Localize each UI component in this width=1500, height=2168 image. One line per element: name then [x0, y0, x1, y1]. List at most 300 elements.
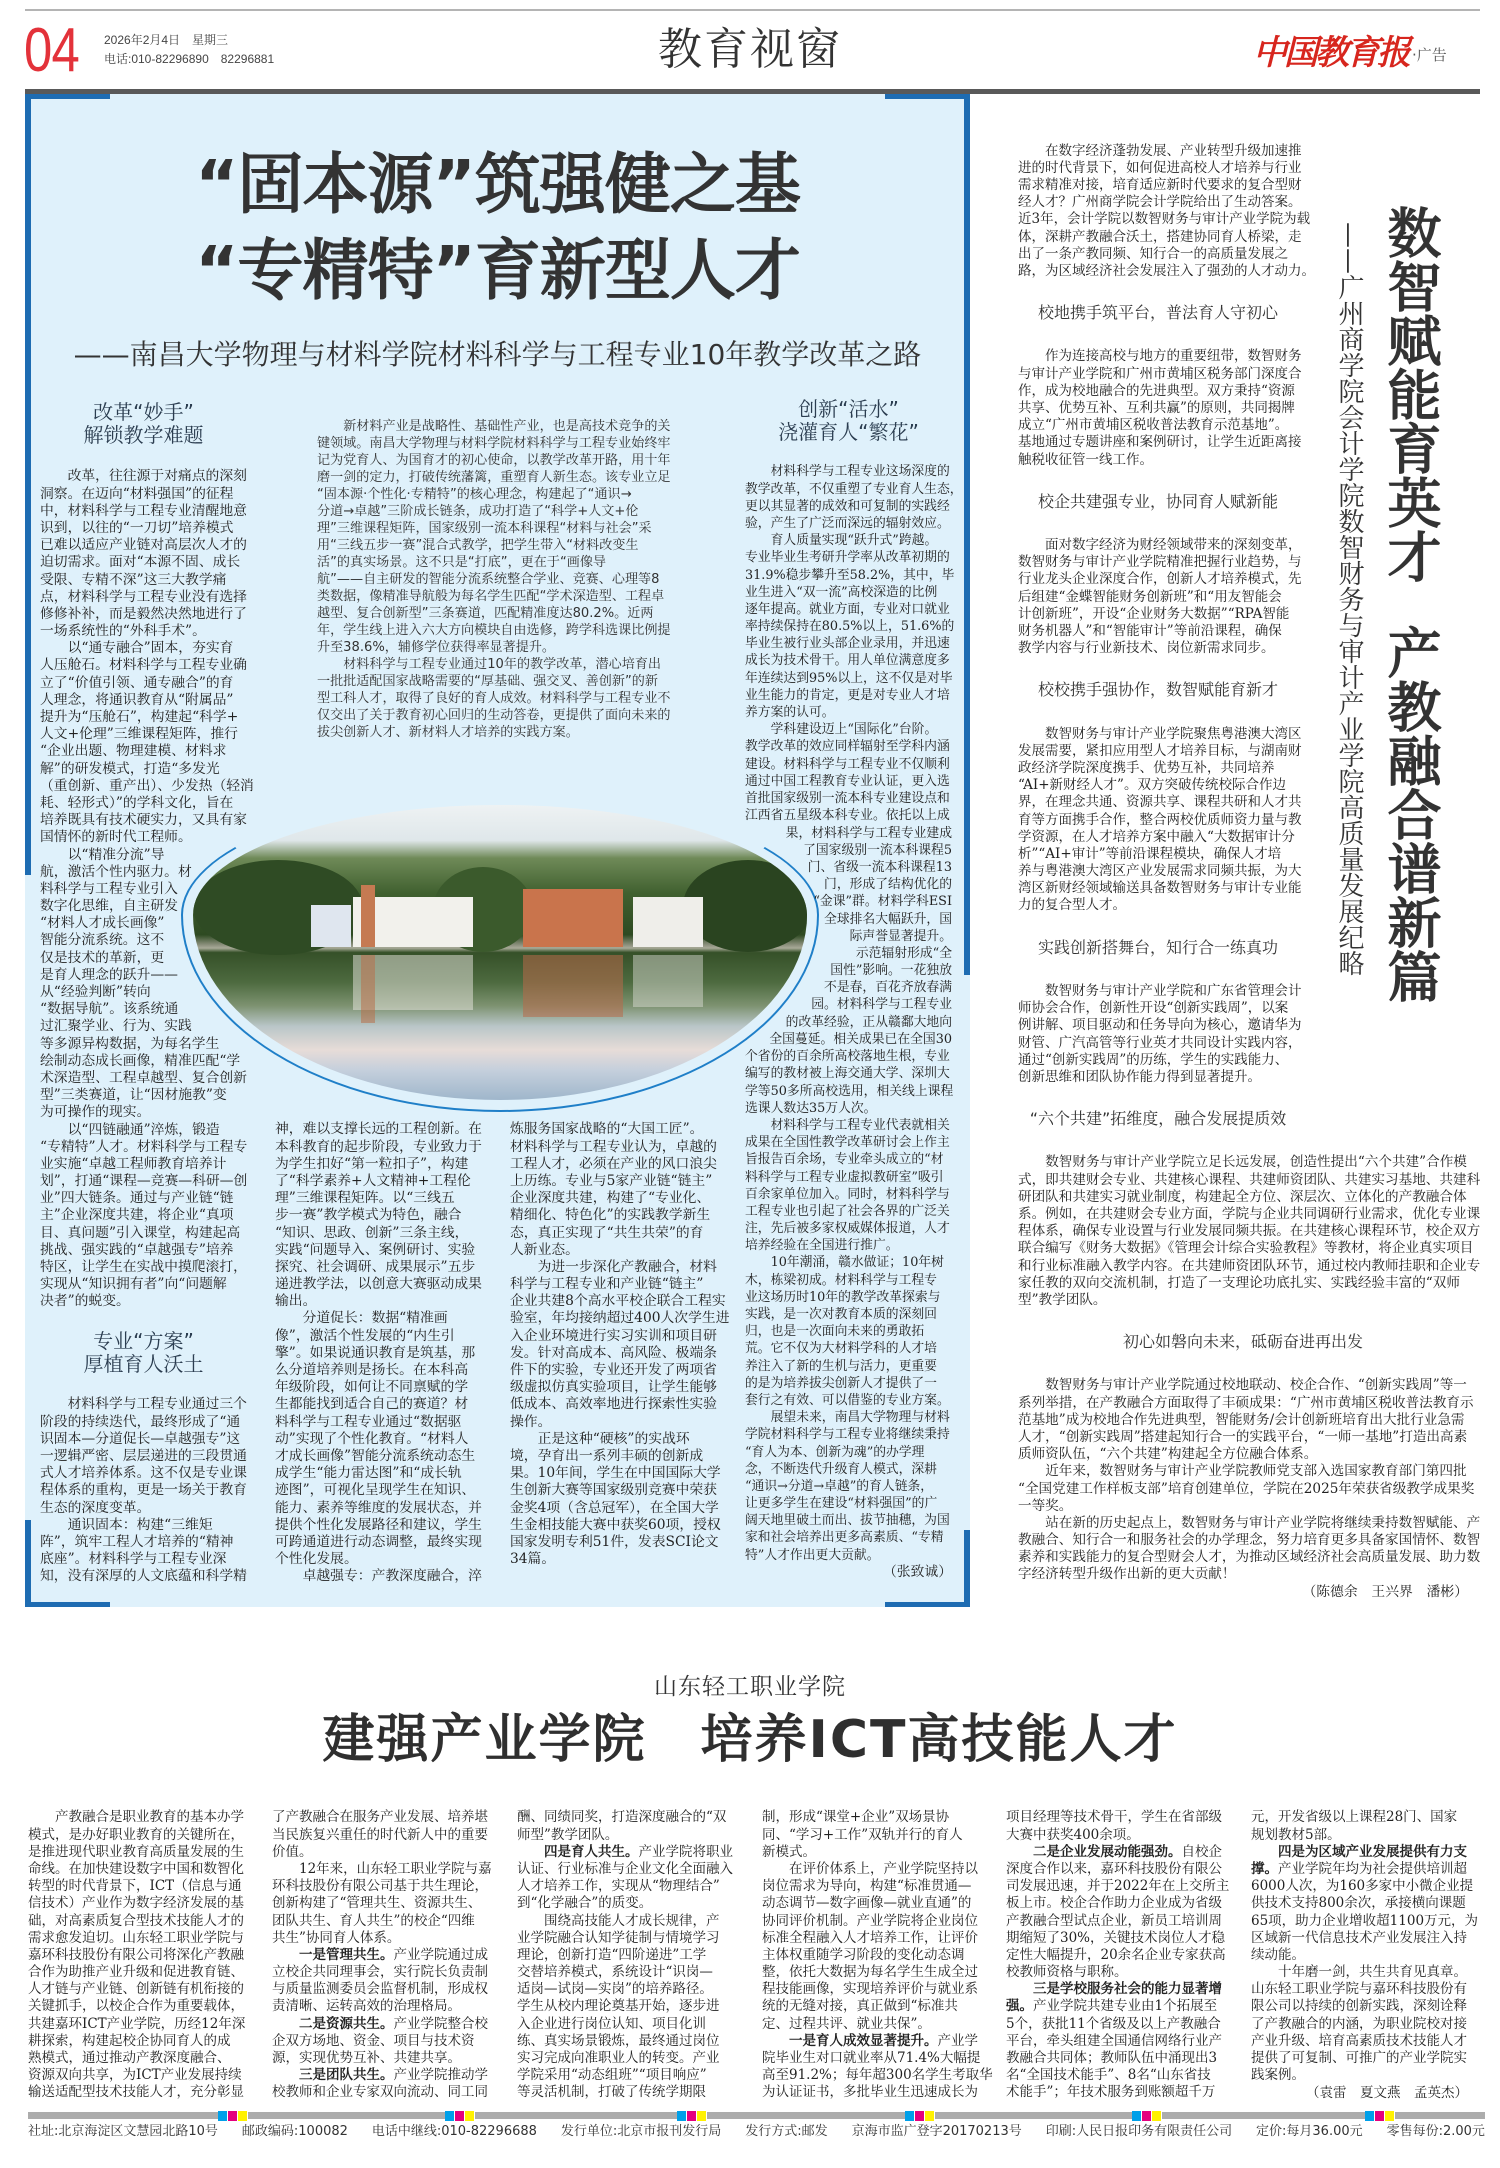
text-line: 围绕高技能人才成长规律，产: [544, 1912, 720, 1929]
footer-rule: [1395, 2112, 1485, 2119]
text-line: 人压舱石。材料科学与工程专业确: [40, 657, 247, 674]
article2-intro: [1018, 142, 1315, 281]
text-line: 元，开发省级以上课程28门、国家: [1251, 1809, 1458, 1826]
text-line: 6000人次，为160多家中小微企业提: [1251, 1878, 1474, 1895]
text-line: 家任教的双向交流机制，打造了一支理论功底扎实、实践经验丰富的“双师: [1018, 1274, 1460, 1291]
text-line: 板上市。校企合作助力企业成为省级: [1006, 1895, 1222, 1912]
text-line: 受限、专精不深”这三大教学痛: [40, 571, 227, 588]
issue-date: 2026年2月4日 星期三: [104, 33, 229, 47]
text-line: 65项，助力企业增收超1100万元，为: [1251, 1912, 1479, 1929]
text-line: 统的无缝对接，真正做到“标准共: [762, 1998, 958, 2015]
text-line: 提供个性化发展路径和建议，学生: [275, 1516, 482, 1533]
text-line: 交替培养模式，系统设计“识岗—: [517, 1964, 713, 1981]
text-line: 教学改革的效应同样辐射至学科内涵: [745, 739, 950, 755]
text-line: 是推进现代职业教育高质量发展的生: [28, 1843, 244, 1860]
text-line: 后组建“金蝶智能财务创新班”和“用友智能会: [1018, 588, 1282, 605]
text-line: 境，孕育出一系列丰硕的创新成: [510, 1447, 704, 1464]
section-heading: 实践创新搭舞台，知行合一练真功: [1037, 937, 1278, 957]
article-intro: [317, 418, 677, 741]
text-line: 研团队和共建实习就业制度，构建起全方位、深层次、立体化的产教融合体: [1018, 1188, 1467, 1205]
column-d-top: [745, 463, 963, 824]
text-line: 湾区新财经领域输送具备数智财务与审计专业能: [1018, 880, 1302, 897]
text-line: 升至38.6%，辅修学位获得率显著提升。: [317, 639, 556, 655]
text-line: 近3年，会计学院以数智财务与审计产业学院为载: [1018, 211, 1311, 228]
text-line: 业实施“卓越工程师教育培养计: [40, 1155, 227, 1172]
text-line: 近年来，数智财务与审计产业学院教师党支部入选国家教育部门第四批: [1045, 1463, 1467, 1480]
text-line: 养方案的认可。: [745, 705, 835, 721]
text-line: 责清晰、运转高效的治理格局。: [272, 1998, 461, 2015]
text-line: 实践“问题导入、案例研讨、实验: [275, 1241, 476, 1258]
article3-column-5: [1006, 1809, 1230, 2101]
text-line: 区域新一代信息技术产业发展注入持: [1251, 1929, 1467, 1946]
text-line: 与审计产业学院和广州市黄埔区税务部门深度合: [1018, 365, 1302, 382]
text-line: 生态的深度变革。: [40, 1499, 151, 1516]
text-line: 团队共生、育人共生”的校企“四维: [272, 1912, 475, 1929]
section-body: [1018, 1377, 1481, 1583]
text-line: 一是育人成效显著提升。产业学: [789, 2032, 978, 2049]
text-line: 操作。: [510, 1413, 552, 1430]
panel-border-right-bottom: [964, 1530, 970, 1607]
text-line: 适岗—试岗—实岗”的培养路径。: [517, 1981, 713, 1998]
text-line: 目、真问题”引入课堂，构建起高: [40, 1224, 241, 1241]
text-line: 生金相技能大赛中获奖60项，授权: [510, 1516, 721, 1533]
text-line: 阵”，筑牢工程人才培养的“精神: [40, 1533, 234, 1550]
text-line: 教学内容与行业新技术、岗位新需求同步。: [1018, 640, 1275, 657]
text-line: 平台，牵头组建全国通信网络行业产: [1006, 2032, 1222, 2049]
text-line: 规划教材5部。: [1251, 1826, 1341, 1843]
bold-lead: 强。: [1006, 1998, 1033, 2015]
text-line: 资源双向共享，为ICT产业发展持续: [28, 2067, 242, 2084]
footer-rule: [1162, 2112, 1365, 2119]
text-line: 业这场历时10年的教学改革探索与: [745, 1289, 941, 1305]
text-line: 教融合共同体；教师队伍中涌现出3: [1006, 2050, 1218, 2067]
heading-line: 专业“方案”: [93, 1329, 194, 1353]
text-line: 已难以适应产业链对高层次人才的: [40, 537, 247, 554]
footer-distributor: 发行单位:北京市报刊发行局: [560, 2124, 722, 2139]
text-line: 以“精准分流”导: [67, 846, 165, 863]
text-line: 二是资源共生。产业学院整合校: [299, 2015, 488, 2032]
text-line: 师型”教学团队。: [517, 1826, 619, 1843]
text-line: 全国蔓延。相关成果已在全国30: [769, 1031, 952, 1047]
text-line: “数据导航”。该系统通: [40, 1001, 179, 1018]
text-line: “知识、思政、创新”三条主线，: [275, 1224, 469, 1241]
text-line: 合作为助推产业升级和促进教育链、: [28, 1964, 244, 1981]
text-line: 标准全程融入人才培养工作，让评价: [762, 1929, 978, 1946]
text-line: 理论，创新打造“四阶递进”工学: [517, 1946, 707, 1963]
text-line: 质师资队伍，“六个共建”构建起全方位融合体系。: [1018, 1446, 1318, 1463]
text-line: 际声誉显著提升。: [849, 928, 952, 944]
text-line: 示范辐射形成“全: [855, 945, 952, 961]
text-line: 型工科人才，取得了良好的育人成效。材料科学与工程专业不: [317, 690, 671, 706]
text-line: 像”，激活个性发展的“内生引: [275, 1327, 455, 1344]
text-line: 数字化思维，自主研发: [40, 898, 178, 915]
text-line: 联合编写《财务大数据》《管理会计综合实验教程》等教材，将企业真实项目: [1018, 1240, 1474, 1257]
text-line: 期缩短了30%，关键技术岗位人才稳: [1006, 1929, 1226, 1946]
text-line: 析”“AI+审计”等前沿课程模块，确保人才培: [1018, 845, 1282, 862]
text-line: 业生进入“双一流”高校深造的比例: [745, 584, 938, 600]
text-line: 数智财务与审计产业学院精准把握行业趋势，与: [1018, 554, 1302, 571]
text-line: 撑。产业学院年均为社会提供培训超: [1251, 1860, 1467, 1877]
section-body: [1018, 1154, 1481, 1309]
text-line: [1251, 1844, 1468, 1861]
text-line: 高至91.2%；每年超300名学生考取华: [762, 2067, 993, 2084]
text-line: 学科建设迈上“国际化”台阶。: [770, 722, 938, 738]
text-line: 体，深耕产教融合沃土，搭建协同育人桥梁，走: [1018, 228, 1302, 245]
text-line: 和行业标准融入教学内容。在共建师资团队环节，通过校内教师挂职和企业专: [1018, 1257, 1481, 1274]
text-line: 深度合作以来，嘉环科技股份有限公: [1006, 1860, 1222, 1877]
text-line: 价值。: [272, 1843, 313, 1860]
text-line: 耕探索，构建起校企协同育人的成: [28, 2032, 231, 2049]
text-line: 改革，往往源于对痛点的深刻: [67, 468, 247, 485]
text-line: 洞察。在迈向“材料强国”的征程: [40, 485, 234, 502]
text-line: 等灵活机制，打破了传统学期限: [517, 2084, 706, 2101]
text-line: 料科学与工程专业引入: [40, 880, 178, 897]
text-line: 养与粤港澳大湾区产业发展需求同频共振，为大: [1018, 863, 1302, 880]
section-heading: 校企共建强专业，协同育人赋新能: [1037, 491, 1278, 511]
text-line: 培养既具有技术硬实力，又具有家: [40, 812, 247, 829]
footer-rule: [475, 2112, 677, 2119]
text-line: 财管、广汽高管等行业英才共同设计实践内容，: [1018, 1034, 1302, 1051]
text-line: 划”，打通“课程—竞赛—科研—创: [40, 1173, 248, 1190]
text-line: 整，依托大数据为每名学生生成全过: [762, 1964, 978, 1981]
text-line: 酬、同绩同奖，打造深度融合的“双: [517, 1809, 727, 1826]
text-line: 能力、素养等维度的发展状态，并: [275, 1499, 482, 1516]
text-line: 育人质量实现“跃升式”跨越。: [770, 533, 938, 549]
text-line: 成学生“能力雷达图”和“成长轨: [275, 1465, 462, 1482]
text-line: 让更多学生在建设“材料强国”的广: [745, 1496, 938, 1512]
text-line: 生都能找到适合自己的赛道？材: [275, 1396, 469, 1413]
text-line: 路，为区域经济社会发展注入了强劲的人才动力。: [1018, 262, 1315, 279]
text-line: 材料科学与工程专业这场深度的: [770, 464, 950, 480]
text-line: 才成长画像”智能分流系统动态生: [275, 1447, 476, 1464]
text-line: 么分道培养则是扬长。在本科高: [275, 1362, 469, 1379]
section-heading: 校地携手筑平台，普法育人守初心: [1037, 303, 1278, 323]
text-line: 企业共建8个高水平校企联合工程实: [510, 1293, 726, 1310]
yellow-swatch: [1152, 2111, 1161, 2121]
bold-lead: 三是团队共生。: [299, 2067, 394, 2084]
footer-retail-price: 零售每份:2.00元: [1386, 2124, 1485, 2139]
newspaper-logo: 中国教育报: [1253, 33, 1408, 73]
text-line: 低成本、高效率地进行探索性实验: [510, 1396, 717, 1413]
yellow-swatch: [238, 2111, 247, 2121]
text-line: 生创新大赛等国家级别竞赛中荣获: [510, 1482, 717, 1499]
text-line: 旨报告百余场，专业牵头成立的“材: [745, 1152, 944, 1168]
text-line: [1006, 1981, 1223, 1998]
text-line: 嘉环科技股份有限公司将深化产教融: [28, 1946, 244, 1963]
text-line: 不是春，百花齐放春满: [824, 980, 952, 996]
text-line: 拔尖创新人才、新材料人才培养的实践方案。: [317, 724, 579, 740]
text-line: 木，栋梁初成。材料科学与工程专: [745, 1272, 937, 1288]
text-line: 的改革经验，正从赣鄱大地向: [785, 1014, 952, 1030]
text-line: “育人为本、创新为魂”的办学理: [745, 1444, 925, 1460]
text-line: 了产教融合在服务产业发展、培养堪: [272, 1809, 488, 1826]
text-line: 认证、行业标准与企业文化全面融入: [517, 1860, 733, 1877]
text-line: 进的时代背景下，如何促进高校人才培养与行业: [1018, 159, 1302, 176]
text-line: 上历练。专业与5家产业链“链主”: [510, 1172, 713, 1189]
text-line: 卓越强专：产教深度融合，淬: [302, 1568, 482, 1585]
text-line: 作，成为校地融合的先进典型。双方秉持“资源: [1018, 382, 1295, 399]
text-line: 信技术）产业作为数字经济发展的基: [28, 1895, 244, 1912]
text-line: 念，不断迭代升级育人模式，深耕: [745, 1461, 937, 1477]
text-line: 34篇。: [510, 1551, 556, 1568]
yellow-swatch: [697, 2111, 706, 2121]
text-line: 了“科学素养+人文精神+工程伦: [275, 1172, 471, 1189]
text-line: 底座”。材料科学与工程专业深: [40, 1551, 227, 1568]
text-line: 础，对高素质复合型技术技能人才的: [28, 1912, 244, 1929]
text-line: 国性”影响。一花独放: [830, 963, 952, 979]
text-line: 10年潮涌，赣水做证；10年树: [770, 1255, 944, 1271]
footer-printer: 印刷:人民日报印务有限责任公司: [1045, 2124, 1233, 2139]
magenta-swatch: [1375, 2111, 1384, 2121]
article-subtitle: ——南昌大学物理与材料学院材料科学与工程专业10年教学改革之路: [73, 338, 922, 371]
text-line: 全球排名大幅跃升，国: [824, 911, 952, 927]
text-line: 力的复合型人才。: [1018, 897, 1126, 914]
yellow-swatch: [465, 2111, 474, 2121]
column-c: [510, 1121, 730, 1568]
text-line: 果，材料科学与工程专业建成: [785, 825, 952, 841]
article3-column-3: [517, 1809, 734, 2101]
section-body: [1018, 982, 1302, 1086]
text-line: 材料科学与工程专业代表就相关: [770, 1117, 950, 1133]
text-line: 本科教育的起步阶段，专业致力于: [275, 1138, 482, 1155]
text-line: 仅交出了关于教育初心回归的生动答卷，更提供了面向未来的: [317, 707, 671, 723]
heading-line: 创新“活水”: [798, 397, 899, 421]
bold-lead: 二是资源共生。: [299, 2015, 394, 2032]
text-line: 大赛中获奖400余项。: [1006, 1826, 1140, 1843]
text-line: 输送适配型技术技能人才，充分彰显: [28, 2084, 244, 2101]
text-line: 师协会合作，创新性开设“创新实践周”，以案: [1018, 1000, 1289, 1017]
footer-rule: [248, 2112, 445, 2119]
text-line: 料科学与工程专业虚拟教研室”吸引: [745, 1169, 944, 1185]
text-line: 门、省级一流本科课程13: [807, 859, 952, 875]
text-line: 识到，以往的“一刀切”培养模式: [40, 519, 234, 536]
magenta-swatch: [1142, 2111, 1151, 2121]
text-line: 态，真正实现了“共生共荣”的育: [510, 1224, 704, 1241]
text-line: 数智财务与审计产业学院通过校地联动、校企合作、“创新实践周”等一: [1045, 1377, 1467, 1394]
text-line: 类数据，像精准导航般为每名学生匹配“学术深造型、工程卓: [317, 588, 665, 604]
text-line: 入企业进行岗位认知、项目化训: [517, 2015, 706, 2032]
text-line: 产教融合型试点企业，新员工培训周: [1006, 1912, 1222, 1929]
text-line: 归，也是一次面向未来的勇敢拓: [745, 1324, 925, 1340]
section-heading: 校校携手强协作，数智赋能育新才: [1037, 680, 1278, 700]
cyan-swatch: [1365, 2111, 1374, 2121]
text-line: 料科学与工程专业通过“数据驱: [275, 1413, 462, 1430]
text-line: 站在新的历史起点上，数智财务与审计产业学院将继续秉持数智赋能、产: [1045, 1514, 1481, 1531]
text-line: 国家发明专利51件，发表SCI论文: [510, 1533, 719, 1550]
text-line: 金奖4项（含总冠军），在全国大学: [510, 1499, 719, 1516]
text-line: 验，产生了广泛而深远的辐射效应。: [745, 515, 950, 531]
text-line: 项目经理等技术骨干，学生在省部级: [1006, 1809, 1222, 1826]
text-line: 动态调节—数字画像—就业直通”的: [762, 1895, 972, 1912]
text-line: 十年磨一剑，共生共育见真章。: [1278, 1964, 1467, 1981]
text-line: 新模式。: [762, 1843, 816, 1860]
text-line: 记为党育人、为国育才的初心使命，以教学改革开路，用十年: [317, 452, 671, 468]
text-line: 成长为技术骨干。用人单位满意度多: [745, 653, 950, 669]
text-line: 决者”的蜕变。: [40, 1293, 130, 1310]
byline: （张致诚）: [883, 1564, 952, 1581]
text-line: 以“四链融通”淬炼，锻造: [67, 1121, 220, 1138]
text-line: 数智财务与审计产业学院立足长远发展，创造性提出“六个共建”合作模: [1045, 1154, 1467, 1171]
text-line: 立了“价值引领、通专融合”的育: [40, 674, 234, 691]
text-line: 定性大幅提升，20余名企业专家获高: [1006, 1946, 1226, 1963]
text-line: 入企业环境进行实习实训和项目研: [510, 1327, 717, 1344]
text-line: 共享、优势互补、互利共赢”的原则，共同揭牌: [1018, 399, 1295, 416]
text-line: 递进教学法，以创意大赛驱动成果: [275, 1276, 482, 1293]
text-line: 程体系，确保专业设置与行业发展同频共振。在共建核心课程环节，校企双方: [1018, 1223, 1481, 1240]
text-line: “全国党建工作样板支部”培育创建单位，学院在2025年荣获省级教学成果奖: [1018, 1480, 1475, 1497]
yellow-swatch: [925, 2111, 934, 2121]
text-line: 政经济学院深度携手、优势互补，共同培养: [1018, 759, 1275, 776]
text-line: 航，激活个性内驱力。材: [40, 863, 192, 880]
text-line: 江西省五星级本科专业。依托以上成: [745, 808, 950, 824]
text-line: 主体权重随学习阶段的变化动态调: [762, 1946, 965, 1963]
text-line: 越型、复合创新型”三条赛道，匹配精准度达80.2%。近两: [317, 605, 654, 621]
text-line: 产教融合是职业教育的基本办学: [55, 1809, 244, 1826]
text-line: 计创新班”，开设“企业财务大数据”“RPA智能: [1018, 605, 1290, 622]
text-line: 31.9%稳步攀升至58.2%，其中，毕: [745, 567, 955, 583]
text-line: 型”三类赛道，让“因材施教”变: [40, 1087, 227, 1104]
headline-line-2: “专精特”育新型人才: [195, 232, 800, 309]
panel-border-right-top: [964, 94, 970, 975]
text-line: 面对数字经济为财经领域带来的深刻变革，: [1045, 537, 1302, 553]
text-line: 了国家级别一流本科课程5: [803, 842, 952, 858]
text-line: 成果在全国性教学改革研讨会上作主: [745, 1135, 950, 1151]
footer-rule: [707, 2112, 905, 2119]
text-line: 人文+伦理”三维课程矩阵，推行: [40, 726, 238, 743]
article3-column-2: [272, 1809, 492, 2101]
footer-address: 社址:北京海淀区文慧园北路10号: [28, 2124, 218, 2139]
vertical-headline-1: 数智赋能育英才: [1379, 205, 1442, 583]
text-line: 业生能力的肯定，更是对专业人才培: [745, 687, 950, 703]
text-line: 协同评价机制。产业学院将企业岗位: [762, 1912, 978, 1929]
text-line: 分道促长：数据“精准画: [302, 1310, 448, 1327]
text-line: 材料科学与工程专业通过10年的教学改革，潜心培育出: [343, 656, 662, 672]
column-b: [275, 1121, 482, 1585]
text-line: 人才培养工作，实现从“物理结合”: [517, 1878, 720, 1895]
text-line: 通过中国工程教育专业认证，更入选: [745, 773, 950, 789]
text-line: 解”的研发模式，打造“多发光: [40, 760, 220, 777]
bold-lead: 撑。: [1251, 1860, 1278, 1877]
text-line: 智能分流系统。这不: [40, 932, 165, 949]
text-line: 级虚拟仿真实验项目，让学生能够: [510, 1379, 717, 1396]
text-line: 岗位需求为导向，构建“标准贯通—: [762, 1878, 972, 1895]
text-line: 特区，让学生在实战中摸爬滚打，: [40, 1259, 247, 1276]
text-line: 型”教学团队。: [1018, 1291, 1107, 1308]
text-line: 字经济转型升级作出新的更大贡献！: [1018, 1566, 1236, 1583]
text-line: 阶段的持续迭代，最终形成了“通: [40, 1413, 241, 1430]
text-line: 更以其显著的成效和可复制的实践经: [745, 498, 950, 514]
text-line: 熟模式，通过推动产教深度融合、: [28, 2050, 231, 2067]
text-line: 二是企业发展动能强劲。自校企: [1033, 1843, 1222, 1860]
text-line: 人理念，将通识教育从“附属品”: [40, 691, 234, 708]
magenta-swatch: [455, 2111, 464, 2121]
text-line: 实习完成向准职业人的转变。产业: [517, 2050, 720, 2067]
article3-column-4: [762, 1809, 993, 2101]
text-line: 式人才培养体系。这不仅是专业课: [40, 1465, 247, 1482]
text-line: 修修补补，而是毅然决然地进行了: [40, 605, 247, 622]
text-line: 人才，“创新实践周”搭建起知行合一的实践平台，“一师一基地”打造出高素: [1018, 1428, 1468, 1445]
text-line: 业学院融合认知学徒制与情境学习: [517, 1929, 720, 1946]
text-line: 例讲解、项目驱动和任务导向为核心，邀请华为: [1018, 1017, 1302, 1034]
heading-line: 浇灌育人“繁花”: [778, 420, 919, 444]
text-line: 与质量监测委员会监督机制，形成权: [272, 1981, 488, 1998]
section-heading: 初心如磐向未来，砥砺奋进再出发: [1122, 1332, 1363, 1352]
text-line: 国情怀的新时代工程师。: [40, 829, 192, 846]
text-line: 一等奖。: [1018, 1497, 1073, 1514]
text-line: 术深造型、工程卓越型、复合创新: [40, 1069, 247, 1086]
text-line: 人新业态。: [510, 1241, 579, 1258]
text-line: 工程人才，必须在产业的风口浪尖: [510, 1155, 717, 1172]
text-line: 为学生扣好“第一粒扣子”，构建: [275, 1155, 469, 1172]
text-line: 践案例。: [1251, 2067, 1305, 2084]
text-line: “金课”群。材料学科ESI: [813, 894, 952, 910]
byline: （陈德余 王兴界 潘彬）: [1302, 1583, 1468, 1600]
corner-bracket-top-left: [25, 94, 110, 99]
text-line: 系列举措，在产教融合方面取得了丰硕成果：“广州市黄埔区税收普法教育示: [1018, 1394, 1474, 1411]
text-line: 山东轻工职业学院与嘉环科技股份有: [1251, 1981, 1467, 1998]
text-line: “材料人才成长画像”: [40, 915, 165, 932]
bold-lead: 一是育人成效显著提升。: [789, 2032, 938, 2049]
text-line: 学资源，在人才培养方案中融入“大数据审计分: [1018, 828, 1295, 845]
text-line: 实现从“知识拥有者”向“问题解: [40, 1276, 227, 1293]
corner-bracket-bottom-left: [25, 1602, 110, 1607]
column-d-wrap: [745, 825, 952, 1048]
text-line: 动”实现了个性化教育。“材料人: [275, 1430, 469, 1447]
text-line: 模式，是办好职业教育的关键所在，: [28, 1826, 244, 1843]
panel-border-left-bottom: [25, 1520, 31, 1607]
text-line: 材料科学与工程专业认为，卓越的: [510, 1138, 717, 1155]
text-line: 学院采用“动态组班”“项目响应”: [517, 2067, 707, 2084]
text-line: 练、真实场景锻炼，最终通过岗位: [517, 2032, 720, 2049]
section-title: 教育视窗: [658, 24, 842, 75]
text-line: 知，没有深厚的人文底蕴和科学精: [40, 1568, 247, 1585]
text-line: 源，实现优势互补、共建共享。: [272, 2050, 461, 2067]
text-line: 活”的真实场景。这不只是“打底”，更在于“画像导: [317, 554, 607, 570]
text-line: 材料科学与工程专业通过三个: [67, 1396, 247, 1413]
text-line: 以“通专融合”固本，夯实育: [67, 640, 234, 657]
text-line: 业”四大链条。通过与产业链“链: [40, 1190, 234, 1207]
text-line: 定、过程共评、就业共保”。: [762, 2015, 931, 2032]
text-line: 了产教融合的内涵，为职业院校对接: [1251, 2015, 1467, 2032]
page-number: 04: [24, 16, 79, 85]
text-line: 共生”协同育人体系。: [272, 1929, 401, 1946]
text-line: 经人才？广州商学院会计学院给出了生动答案。: [1018, 194, 1302, 211]
text-line: 点，材料科学与工程专业没有选择: [40, 588, 247, 605]
text-line: 阔天地里破土而出、拔节抽穗，为国: [745, 1513, 950, 1529]
text-line: 校教师资格与职称。: [1006, 1964, 1128, 1981]
text-line: 四是育人共生。产业学院将职业: [544, 1843, 733, 1860]
heading-line: 改革“妙手”: [93, 400, 194, 424]
text-line: 一逻辑严密、层层递进的三段贯通: [40, 1447, 247, 1464]
text-line: 迹图”，可视化呈现学生在知识、: [275, 1482, 476, 1499]
text-line: 需求愈发迫切。山东轻工职业学院与: [28, 1929, 244, 1946]
text-line: 界，在理念共通、资源共享、课程共研和人才共: [1018, 794, 1302, 811]
text-line: 数智财务与审计产业学院聚焦粤港澳大湾区: [1045, 725, 1302, 742]
text-line: 用“三线五步一赛”混合式教学，把学生带入“材料改变生: [317, 537, 639, 553]
text-line: 编写的教材被上海交通大学、深圳大: [745, 1066, 950, 1082]
text-line: 率持续保持在80.5%以上，51.6%的: [745, 619, 955, 635]
vertical-subtitle: ——广州商学院会计学院数智财务与审计产业学院高质量发展纪略: [1334, 222, 1364, 976]
footer-monthly-price: 定价:每月36.00元: [1256, 2124, 1363, 2139]
text-line: 识固本—分道促长—卓越强专”这: [40, 1430, 241, 1447]
text-line: 主”企业深度共建，将企业“真项: [40, 1207, 234, 1224]
text-line: “企业出题、物理建模、材料求: [40, 743, 227, 760]
text-line: 财务机器人”和“智能审计”等前沿课程，确保: [1018, 622, 1282, 639]
text-line: （重创新、重产出）、少发热（轻消: [40, 777, 254, 794]
column-a-bottom: [40, 1396, 247, 1585]
corner-bracket-top-right: [885, 94, 970, 99]
text-line: 立校企共同理事会，实行院长负责制: [272, 1964, 488, 1981]
